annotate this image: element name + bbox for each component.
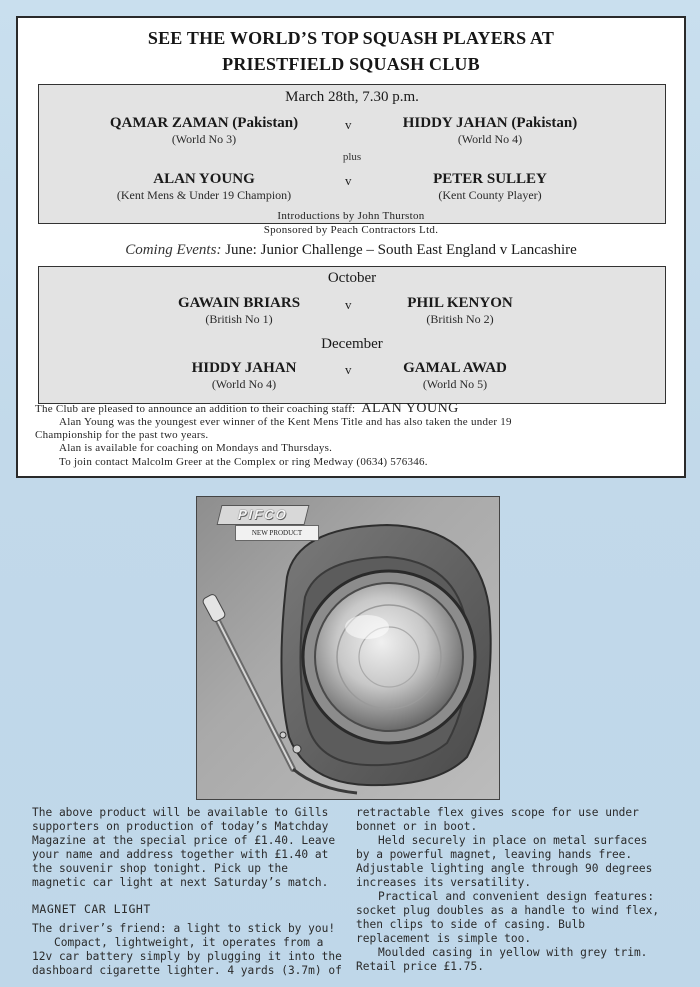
article-para4: Moulded casing in yellow with grey trim. Retail price £1.75.	[356, 946, 648, 973]
advert-headline-line1: SEE THE WORLD’S TOP SQUASH PLAYERS AT	[147, 28, 555, 48]
october-player1-detail: (British No 1)	[205, 312, 273, 326]
article-tagline: The driver’s friend: a light to stick by you!	[32, 922, 336, 935]
introductions-line: Introductions by John Thurston	[277, 210, 425, 222]
coach-announcement	[35, 402, 675, 416]
coach-line1: The Club are pleased to announce an addition to their coaching staff:	[35, 403, 356, 415]
article-para1-continued: retractable flex gives scope for use under bonnet or in boot.	[356, 806, 639, 833]
future-fixtures-panel	[38, 266, 666, 404]
article-right-column	[356, 806, 662, 974]
sponsor-line: Sponsored by Peach Contractors Ltd.	[263, 224, 439, 236]
match2-player2-name: PETER SULLEY	[433, 171, 547, 187]
coming-events-text: June: Junior Challenge – South East England v Lancashire	[225, 242, 577, 258]
match1-player2-name: HIDDY JAHAN (Pakistan)	[402, 115, 578, 131]
match1-player1-name: QAMAR ZAMAN (Pakistan)	[109, 115, 299, 131]
car-light-illustration	[197, 497, 500, 800]
article-left-column	[32, 806, 348, 978]
december-player2-name: GAMAL AWAD	[403, 360, 507, 376]
squash-advert	[16, 16, 686, 478]
december-player1-name: HIDDY JAHAN	[191, 360, 297, 376]
match2-player2-detail: (Kent County Player)	[438, 188, 542, 202]
coming-events-label: Coming Events:	[125, 242, 222, 258]
match1-vs: v	[345, 117, 352, 132]
coach-name: ALAN YOUNG	[361, 401, 459, 416]
pifco-logo: PIFCO	[217, 505, 310, 525]
coming-events-line	[18, 242, 684, 259]
event-date: March 28th, 7.30 p.m.	[285, 89, 419, 105]
article-para3: Practical and convenient design features: socket plug doubles as a handle to wind flex, then clips to side of casing. Bulb replacement is simple too.	[356, 890, 660, 945]
match1-player2-detail: (World No 4)	[457, 132, 523, 146]
october-heading: October	[327, 270, 377, 286]
coach-line4: Alan is available for coaching on Mondays and Thursdays.	[59, 442, 333, 454]
coach-line3: Championship for the past two years.	[35, 429, 209, 441]
product-photo	[196, 496, 500, 800]
march-fixtures-panel	[38, 84, 666, 224]
match1-player1-detail: (World No 3)	[171, 132, 237, 146]
december-player1-detail: (World No 4)	[211, 377, 277, 391]
october-player1-name: GAWAIN BRIARS	[177, 295, 301, 311]
october-player2-detail: (British No 2)	[426, 312, 494, 326]
coach-line2: Alan Young was the youngest ever winner of the Kent Mens Title and has also taken the under 19	[59, 416, 512, 428]
plus-label: plus	[342, 151, 362, 163]
article-para2: Held securely in place on metal surfaces by a powerful magnet, leaving hands free. Adjustable lighting angle through 90 degrees increases its versatility.	[356, 834, 653, 889]
october-player2-name: PHIL KENYON	[407, 295, 513, 311]
advert-headline-line2: PRIESTFIELD SQUASH CLUB	[222, 54, 480, 74]
december-heading: December	[321, 336, 383, 352]
article-heading: MAGNET CAR LIGHT	[32, 902, 151, 916]
match2-vs: v	[345, 173, 352, 188]
article-intro: The above product will be available to Gills supporters on production of today’s Matchday Magazine at the special price of £1.40. Leave your name and address together with £1.40 at the souvenir shop tonight. Pick up the magnetic car light at next Saturday’s match.	[32, 806, 336, 889]
coach-line5: To join contact Malcolm Greer at the Complex or ring Medway (0634) 576346.	[59, 456, 428, 468]
december-vs: v	[345, 362, 352, 377]
december-player2-detail: (World No 5)	[422, 377, 488, 391]
october-vs: v	[345, 297, 352, 312]
match2-player1-name: ALAN YOUNG	[153, 171, 255, 187]
new-product-badge: NEW PRODUCT	[235, 525, 319, 541]
match2-player1-detail: (Kent Mens & Under 19 Champion)	[116, 188, 292, 202]
article-para1: Compact, lightweight, it operates from a 12v car battery simply by plugging it into the dashboard cigarette lighter. 4 yards (3.7m) of	[32, 936, 342, 977]
